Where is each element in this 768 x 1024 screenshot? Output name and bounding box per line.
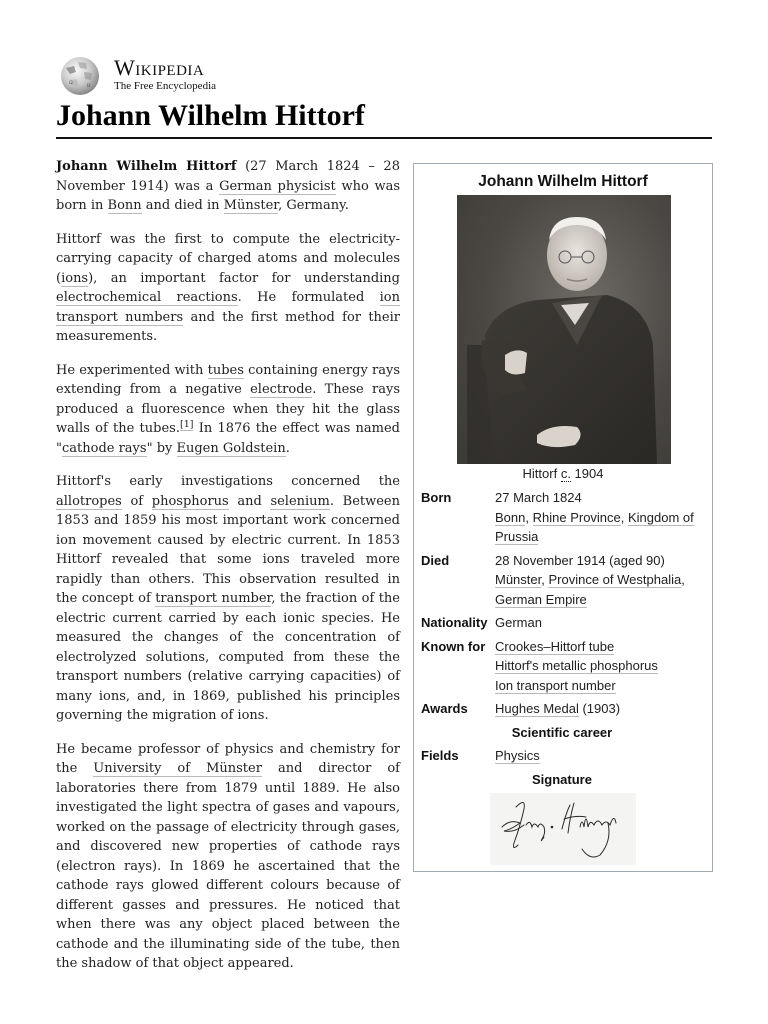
paragraph-intro <box>56 157 400 216</box>
link-rhine-province[interactable]: Rhine Province <box>532 509 621 525</box>
link-university-of-munster[interactable]: University of Münster <box>93 761 262 776</box>
svg-text:Ω: Ω <box>69 81 73 86</box>
text: " by <box>146 440 177 456</box>
infobox-row-died <box>421 551 711 610</box>
text: ), an important factor for understanding <box>88 270 400 286</box>
text: and the first method for their measurements. <box>56 309 400 344</box>
text: , the fraction of the electric current carried by each ionic species. He measured the changes of the concentration of electrolyzed solutions, computed from these the transport numbers (relative carrying capacities) of many ions, and, in 1869, published his principles governing the migration of ions. <box>56 591 401 723</box>
link-province-of-westphalia[interactable]: Province of Westphalia <box>548 572 682 587</box>
link-german-physicist[interactable]: German physicist <box>219 178 336 194</box>
text: (27 March 1824 – 28 November 1914) was a <box>56 159 400 194</box>
link-ions[interactable]: ions <box>61 270 89 286</box>
paragraph-cathode-rays <box>56 361 400 459</box>
text: In 1876 the effect was named " <box>56 421 401 456</box>
wikipedia-wordmark[interactable] <box>114 57 216 93</box>
text: containing energy rays extending from a negative <box>56 362 401 397</box>
link-physics[interactable]: Physics <box>495 748 540 763</box>
infobox-row-nationality <box>421 613 711 633</box>
link-bonn[interactable]: Bonn <box>107 198 142 213</box>
text: He became professor of physics and chemistry for the <box>56 741 400 776</box>
text: of <box>121 493 152 509</box>
text: He experimented with <box>56 362 208 378</box>
wikipedia-globe-icon[interactable] <box>56 54 104 96</box>
text: . <box>285 440 290 456</box>
nationality-label: Nationality <box>421 615 488 630</box>
link-cathode-rays[interactable]: cathode rays <box>61 440 147 456</box>
link-phosphorus[interactable]: phosphorus <box>151 493 229 509</box>
link-hughes-medal[interactable]: Hughes Medal <box>495 701 579 716</box>
text: . These rays produced a fluorescence when they hit the glass walls of the tubes. <box>56 382 400 436</box>
text: and director of laboratories there from 1879 until 1889. He also investigated the light spectra of gases and vapours, worked on the passage of electricity through gases, and discovered new properties of cathode rays (electron rays). In 1869 he ascertained that the cathode rays glowed different colours because of different gasses and pressures. He noticed that when there was any object placed between the cathode and the illuminating side of the tube, then the shadow of that object appeared. <box>56 761 400 971</box>
fields-label: Fields <box>421 748 459 763</box>
subject-name: Johann Wilhelm Hittorf <box>56 159 237 174</box>
link-ion-transport-numbers[interactable]: ion transport numbers <box>56 290 400 325</box>
link-munster[interactable]: Münster <box>223 198 279 213</box>
infobox-row-awards <box>421 699 711 719</box>
died-place: Münster, Province of Westphalia, German Empire <box>495 572 685 607</box>
died-value <box>495 551 711 610</box>
text: and <box>228 493 271 509</box>
reference-1[interactable]: [1] <box>179 418 194 430</box>
text: , Germany. <box>278 198 349 213</box>
infobox-row-known-for <box>421 637 711 696</box>
text: . Between 1853 and 1859 his most important work concerned ion movement caused by electric current. In 1853 Hittorf revealed that some ions traveled more rapidly than others. This observation resulted in the concept of <box>56 493 401 606</box>
infobox <box>413 163 713 872</box>
text: Hittorf's early investigations concerned the <box>56 474 400 489</box>
born-value <box>495 488 711 547</box>
died-date: 28 November 1914 (aged 90) <box>495 552 665 568</box>
fields-value <box>495 746 711 766</box>
born-date: 27 March 1824 <box>495 490 582 505</box>
award-year: (1903) <box>578 701 621 716</box>
link-kingdom-of-prussia[interactable]: Kingdom of Prussia <box>495 509 694 544</box>
link-selenium[interactable]: selenium <box>270 493 330 509</box>
infobox-row-born <box>421 488 711 547</box>
link-german-empire[interactable]: German Empire <box>495 591 587 607</box>
wordmark-title: Wikipedia <box>114 55 205 80</box>
link-hittorfs-metallic-phosphorus[interactable]: Hittorf's metallic phosphorus <box>495 658 658 673</box>
born-place: Bonn, Rhine Province, Kingdom of Prussia <box>495 509 694 544</box>
born-label: Born <box>421 490 452 505</box>
link-transport-number[interactable]: transport number <box>155 591 272 606</box>
portrait-caption <box>414 466 712 482</box>
caption-year: 1904 <box>570 466 604 481</box>
section-scientific-career: Scientific career <box>511 724 613 740</box>
article-body <box>56 157 400 988</box>
known-for-list <box>495 637 711 696</box>
link-munster[interactable]: Münster <box>495 572 542 587</box>
text: and died in <box>141 198 224 213</box>
text: . He formulated <box>237 290 380 305</box>
paragraph-ions <box>56 230 400 347</box>
known-for-label: Known for <box>421 638 486 654</box>
caption-text: Hittorf <box>522 466 561 481</box>
link-bonn[interactable]: Bonn <box>495 509 526 525</box>
nationality-value: German <box>495 615 542 630</box>
paragraph-investigations <box>56 472 400 726</box>
link-crookes-hittorf-tube[interactable]: Crookes–Hittorf tube <box>495 638 615 654</box>
link-tubes[interactable]: tubes <box>207 362 244 378</box>
link-ion-transport-number[interactable]: Ion transport number <box>495 677 616 693</box>
infobox-row-fields <box>421 746 711 766</box>
paragraph-professorship <box>56 740 400 974</box>
site-header <box>56 54 216 96</box>
circa-abbr[interactable]: c. <box>560 466 571 481</box>
text: Hittorf was the first to compute the electricity-carrying capacity of charged atoms and molecules ( <box>56 231 400 286</box>
portrait-image[interactable] <box>457 195 671 464</box>
infobox-rows <box>421 488 711 793</box>
awards-label: Awards <box>421 701 468 716</box>
wordmark-tagline: The Free Encyclopedia <box>114 80 217 92</box>
link-electrochemical-reactions[interactable]: electrochemical reactions <box>56 290 238 305</box>
awards-value <box>495 699 711 719</box>
section-signature: Signature <box>532 771 592 787</box>
svg-text:И: И <box>87 84 91 89</box>
signature-image[interactable] <box>490 793 636 865</box>
page-title: Johann Wilhelm Hittorf <box>56 98 712 139</box>
link-electrode[interactable]: electrode <box>250 382 313 397</box>
died-label: Died <box>421 552 450 568</box>
link-eugen-goldstein[interactable]: Eugen Goldstein <box>176 440 286 456</box>
link-allotropes[interactable]: allotropes <box>56 493 122 509</box>
text: who was born in <box>56 178 401 213</box>
infobox-title: Johann Wilhelm Hittorf <box>478 173 648 190</box>
